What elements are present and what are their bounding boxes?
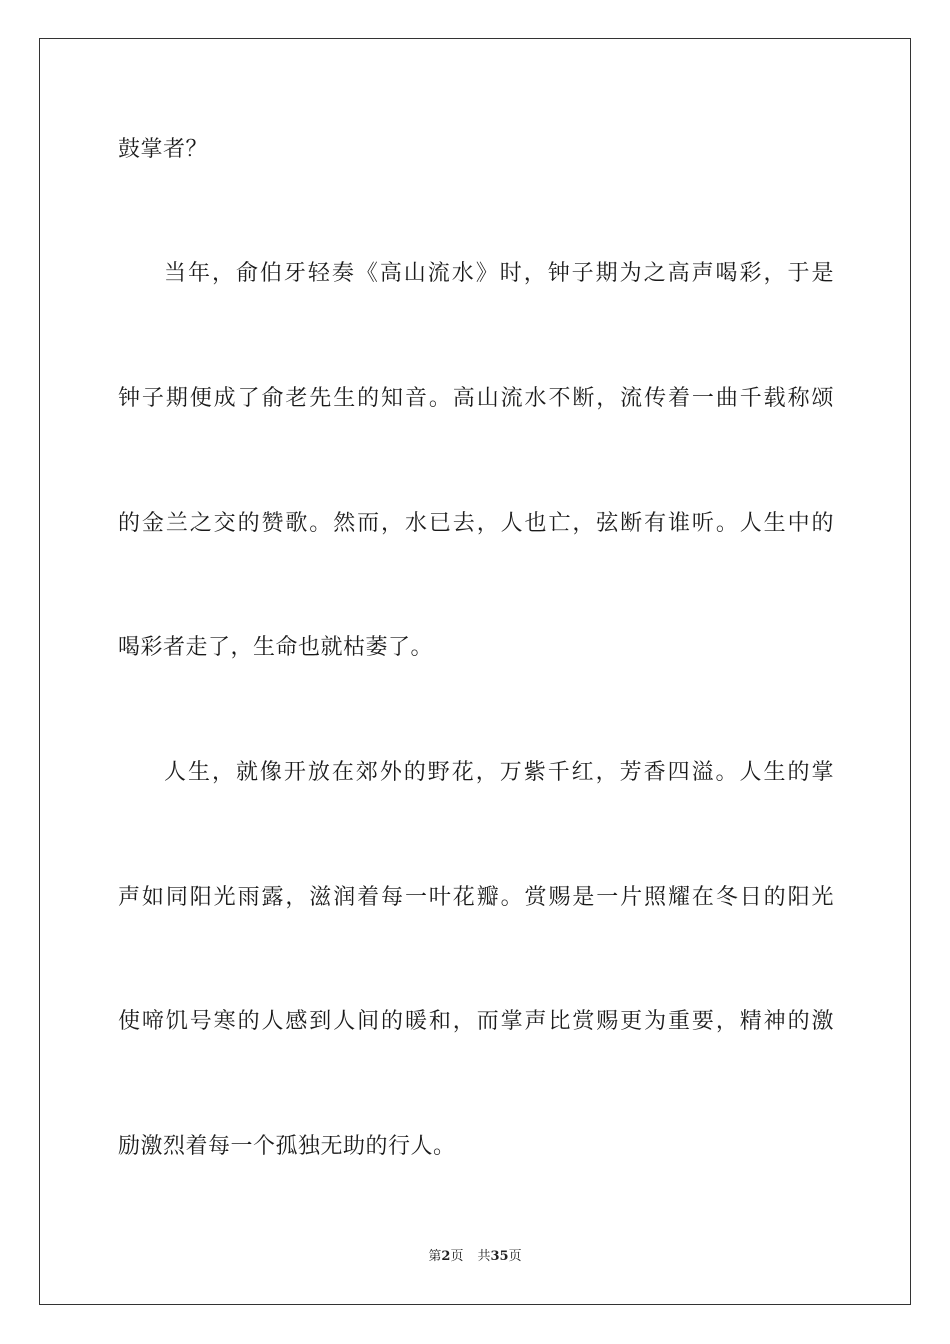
text-line-9: 励激烈着每一个孤独无助的行人。 bbox=[118, 1134, 456, 1159]
text-line-2: 当年，俞伯牙轻奏《高山流水》时，钟子期为之高声喝彩，于是 bbox=[164, 261, 834, 286]
text-line-5: 喝彩者走了，生命也就枯萎了。 bbox=[118, 635, 434, 660]
text-line-1: 鼓掌者？ bbox=[118, 137, 209, 162]
total-pages: 35 bbox=[490, 1249, 509, 1264]
text-line-3: 钟子期便成了俞老先生的知音。高山流水不断，流传着一曲千载称颂 bbox=[118, 386, 834, 411]
page-border bbox=[39, 38, 911, 1305]
text-line-8: 使啼饥号寒的人感到人间的暖和，而掌声比赏赐更为重要，精神的激 bbox=[118, 1009, 834, 1034]
page-number: 2 bbox=[441, 1249, 451, 1264]
text-line-6: 人生，就像开放在郊外的野花，万紫千红，芳香四溢。人生的掌 bbox=[164, 760, 834, 785]
page-suffix: 页 bbox=[450, 1249, 464, 1264]
text-line-4: 的金兰之交的赞歌。然而，水已去，人也亡，弦断有谁听。人生中的 bbox=[118, 511, 834, 536]
total-suffix: 页 bbox=[508, 1249, 522, 1264]
total-prefix: 共 bbox=[477, 1249, 491, 1264]
page-footer bbox=[0, 1248, 950, 1266]
page-prefix: 第 bbox=[428, 1249, 442, 1264]
text-line-7: 声如同阳光雨露，滋润着每一叶花瓣。赏赐是一片照耀在冬日的阳光 bbox=[118, 885, 834, 910]
